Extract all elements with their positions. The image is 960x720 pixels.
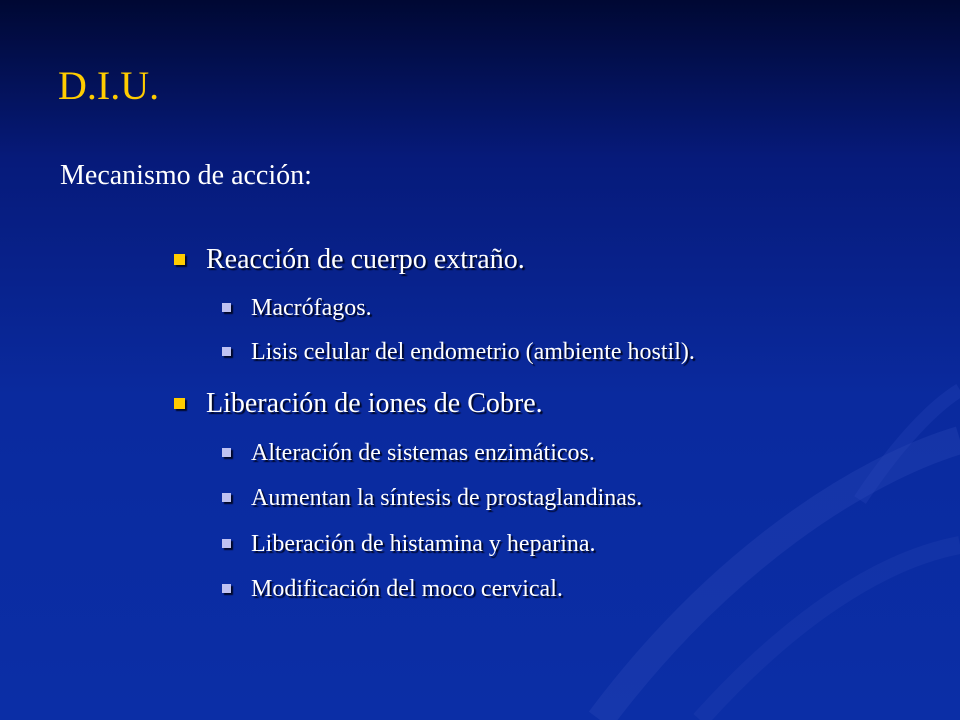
- bullet-text: Liberación de histamina y heparina.: [251, 531, 596, 557]
- square-bullet-icon: [174, 398, 185, 409]
- bullet-text: Reacción de cuerpo extraño.: [206, 244, 525, 275]
- square-bullet-icon: [174, 254, 185, 265]
- bullet-item-level2: [222, 441, 595, 465]
- bullet-text: Lisis celular del endometrio (ambiente hostil).: [251, 339, 695, 365]
- square-bullet-icon: [222, 303, 231, 312]
- square-bullet-icon: [222, 584, 231, 593]
- bullet-item-level2: [222, 577, 563, 601]
- slide-subtitle: Mecanismo de acción:: [60, 160, 312, 191]
- square-bullet-icon: [222, 493, 231, 502]
- bullet-item-level1: [174, 246, 525, 274]
- bullet-text: Liberación de iones de Cobre.: [206, 388, 543, 419]
- bullet-text: Macrófagos.: [251, 295, 372, 321]
- slide-title: D.I.U.: [58, 63, 160, 108]
- bullet-text: Modificación del moco cervical.: [251, 576, 563, 602]
- bullet-text: Alteración de sistemas enzimáticos.: [251, 440, 595, 466]
- square-bullet-icon: [222, 347, 231, 356]
- bullet-item-level2: [222, 486, 642, 510]
- bullet-item-level1: [174, 390, 543, 418]
- square-bullet-icon: [222, 539, 231, 548]
- square-bullet-icon: [222, 448, 231, 457]
- bullet-text: Aumentan la síntesis de prostaglandinas.: [251, 485, 643, 511]
- bullet-item-level2: [222, 296, 372, 320]
- bullet-item-level2: [222, 340, 695, 364]
- bullet-item-level2: [222, 532, 596, 556]
